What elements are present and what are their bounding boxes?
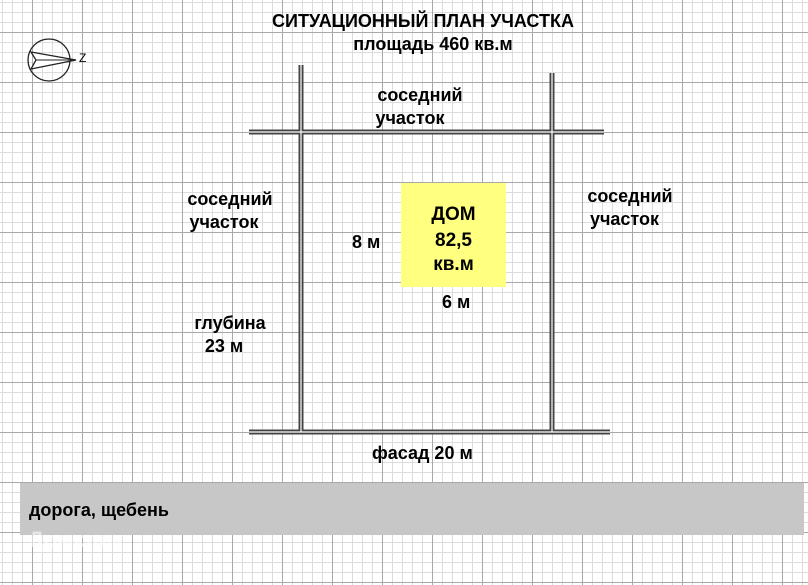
plot-area: площадь 460 кв.м [353,34,513,54]
north-neighbor-label [345,84,495,130]
depth-value: 23 м [204,336,244,356]
north-neighbor-line-1: соседний [377,85,463,105]
house-width-dimension: 6 м [442,292,471,312]
east-neighbor-line-1: соседний [587,186,673,206]
depth-word: глубина [194,313,266,333]
west-neighbor-line-1: соседний [187,189,273,209]
plan-title: СИТУАЦИОННЫЙ ПЛАН УЧАСТКА [272,11,574,31]
road-label: дорога, щебень [29,500,169,520]
facade-label: фасад 20 м [372,443,473,463]
house-side-dimension: 8 м [352,232,381,252]
house-block [401,183,506,287]
east-neighbor-label [555,185,705,231]
west-neighbor-line-2: участок [189,212,259,232]
house-area-value: 82,5 [435,230,472,251]
house-area-unit: кв.м [433,254,474,275]
house-label: ДОМ [431,204,476,225]
compass-letter: Z [79,51,87,65]
road-band [20,483,804,535]
east-neighbor-line-2: участок [589,209,660,229]
north-neighbor-line-2: участок [375,108,445,128]
west-neighbor-label [155,188,305,234]
watermark-logo: Домклик [28,527,124,552]
plot-depth-label [150,312,310,358]
